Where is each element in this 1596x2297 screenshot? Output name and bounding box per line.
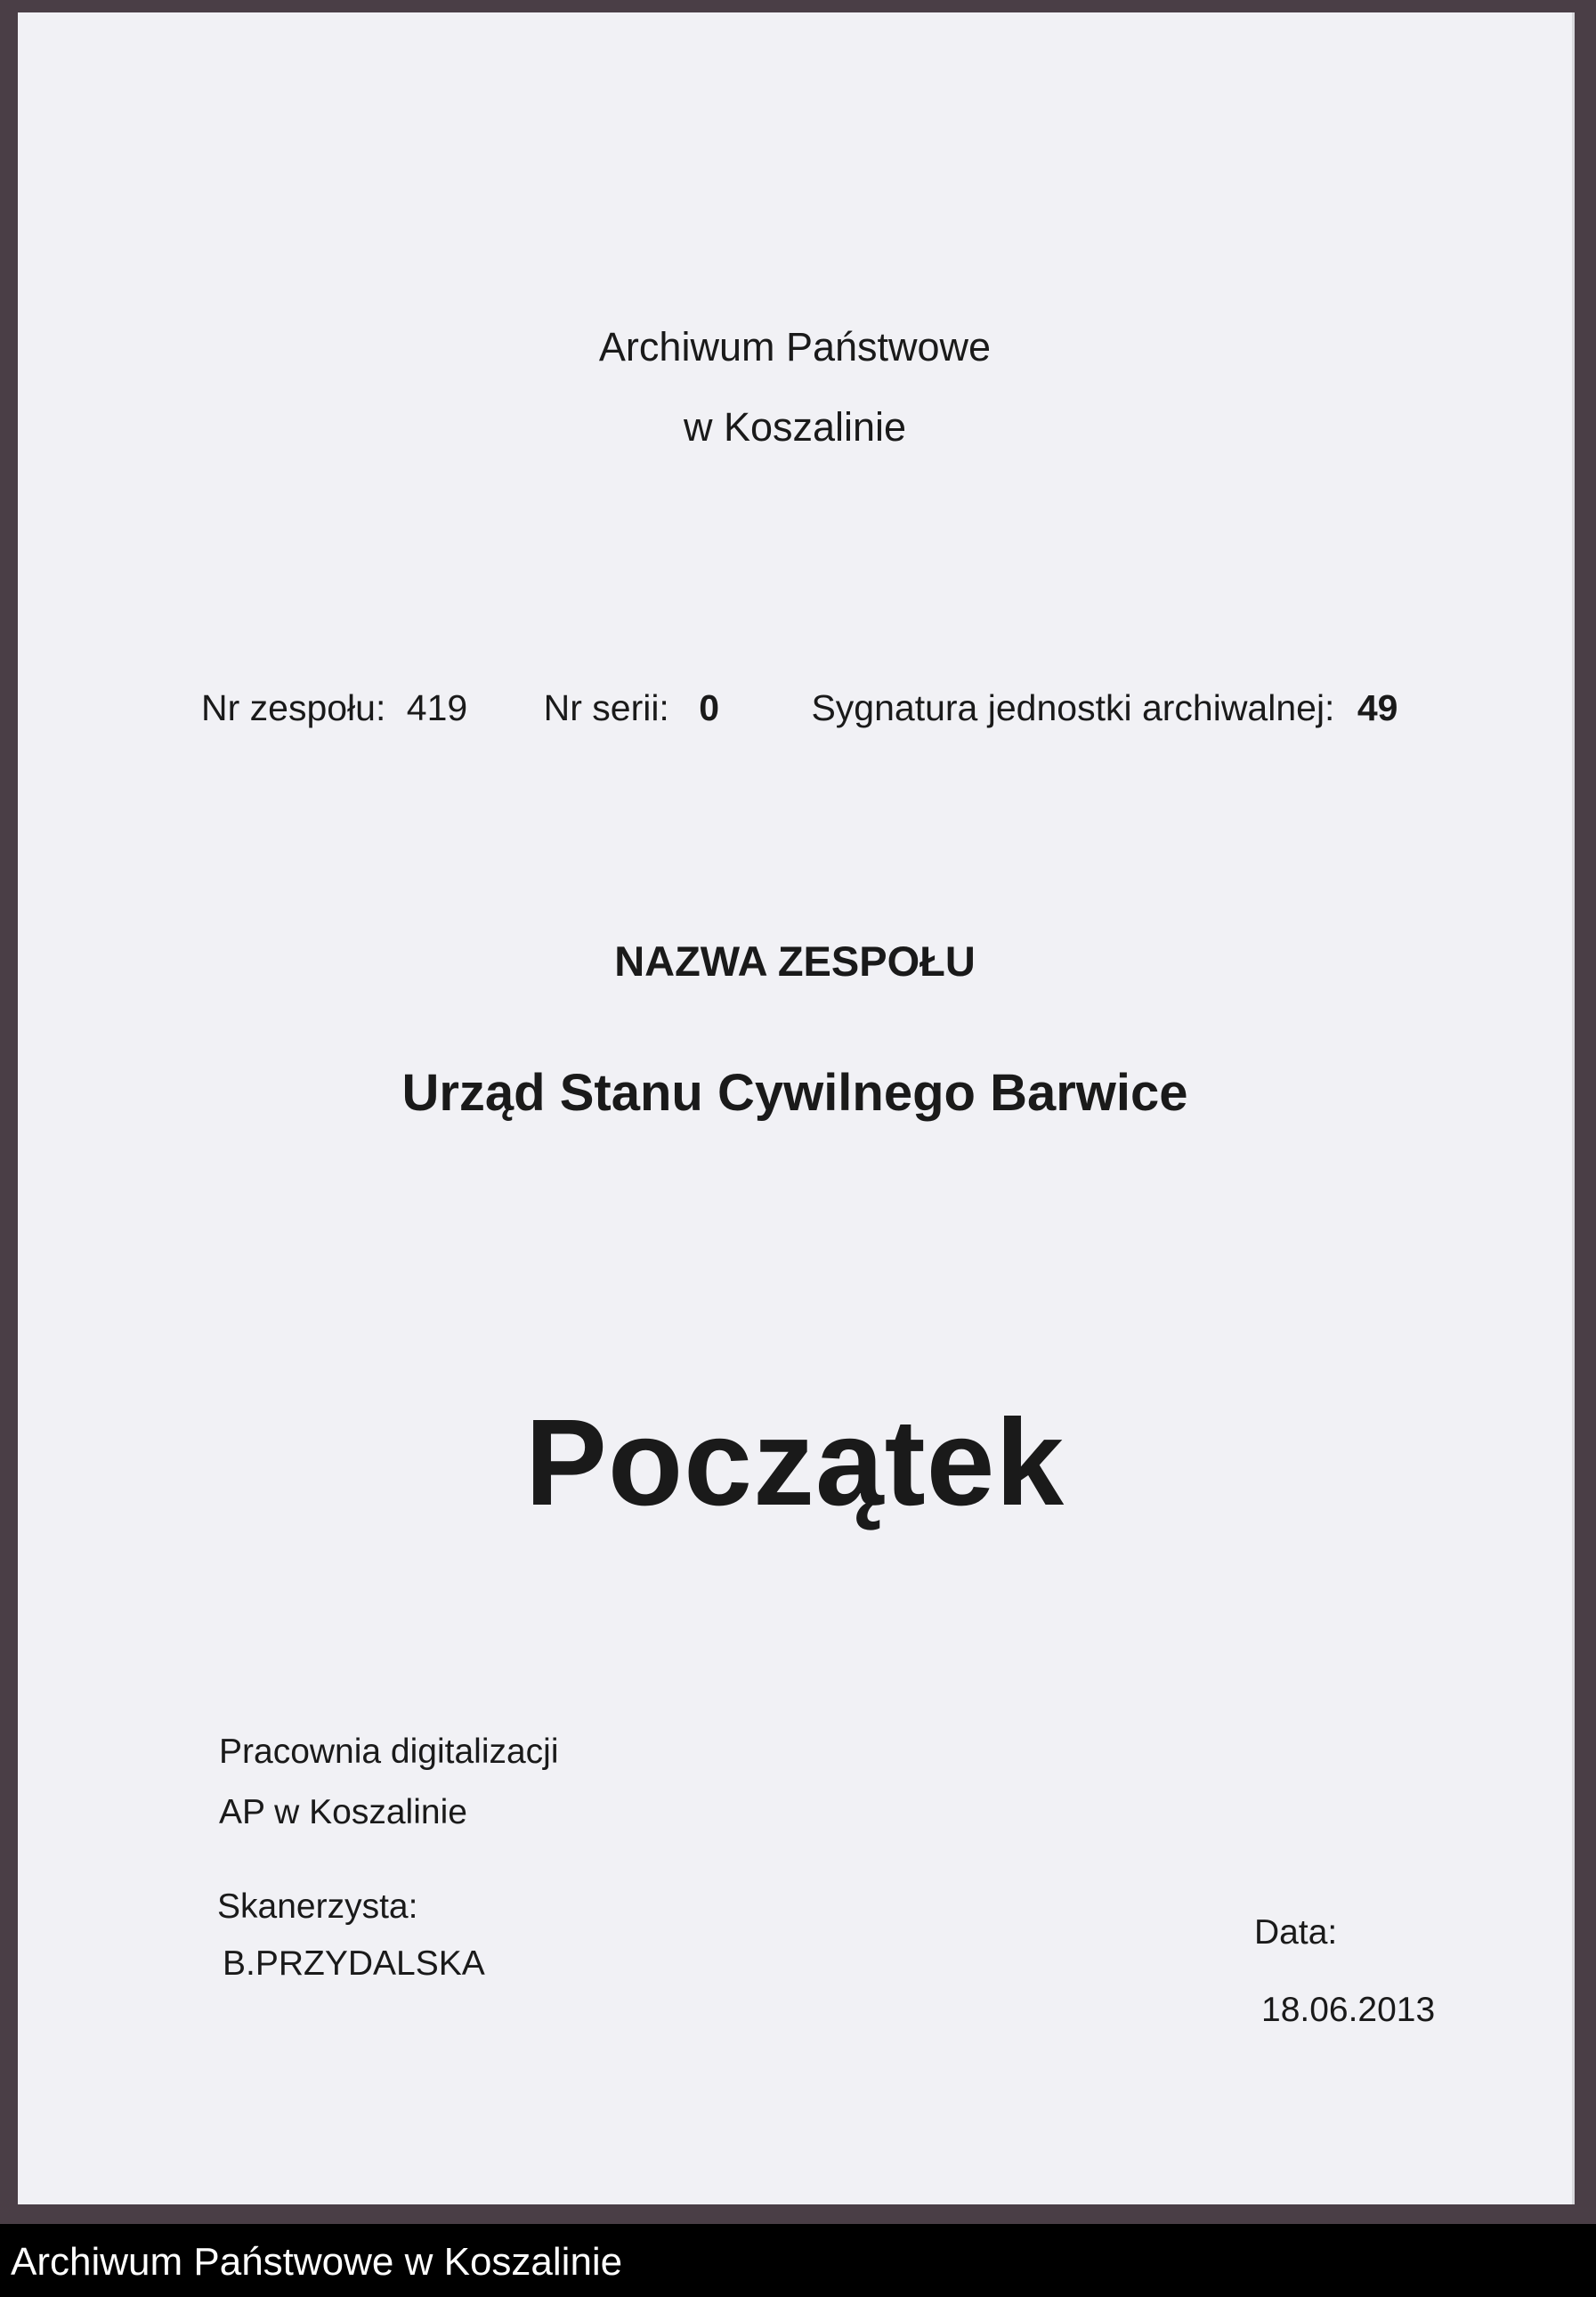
archival-metadata-row <box>201 687 1398 729</box>
date-value: 18.06.2013 <box>1261 1991 1436 2029</box>
footer-bar <box>0 2224 1596 2297</box>
fond-name-heading: NAZWA ZESPOŁU <box>614 937 976 985</box>
date-label: Data: <box>1254 1913 1338 1952</box>
document-sheet <box>18 12 1575 2204</box>
signature-value: 49 <box>1357 687 1398 728</box>
scanner-name: B.PRZYDALSKA <box>223 1944 485 1983</box>
series-number-label: Nr serii: <box>543 687 669 728</box>
signature-label: Sygnatura jednostki archiwalnej: <box>811 687 1335 728</box>
scanner-label: Skanerzysta: <box>217 1887 418 1926</box>
fond-number-label: Nr zespołu: <box>201 687 386 728</box>
series-number-value: 0 <box>699 687 720 728</box>
footer-archive-name: Archiwum Państwowe w Koszalinie <box>11 2240 623 2284</box>
lab-name: Pracownia digitalizacji <box>219 1733 559 1771</box>
archive-name: Archiwum Państwowe <box>598 324 992 369</box>
lab-location: AP w Koszalinie <box>219 1793 467 1831</box>
stage-title: Początek <box>524 1394 1065 1531</box>
fond-number-value: 419 <box>406 687 468 728</box>
archive-city: w Koszalinie <box>683 404 907 450</box>
fond-name: Urząd Stanu Cywilnego Barwice <box>401 1064 1188 1122</box>
